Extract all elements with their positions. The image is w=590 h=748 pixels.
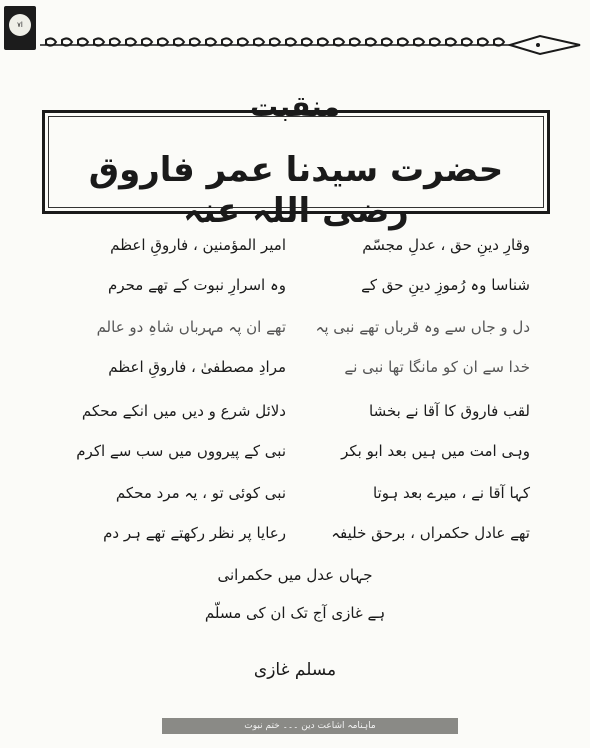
- verse-line: مرادِ مصطفیٰ ، فاروقِ اعظم: [108, 358, 286, 376]
- verse-line: وہ اسرارِ نبوت کے تھے محرم: [108, 276, 286, 294]
- page-number: ا۷: [9, 14, 31, 36]
- verse-line: دل و جاں سے وہ قرباں تھے نبی پہ: [315, 318, 530, 336]
- verse-line: نبی کوئی تو ، یہ مرد محکم: [115, 484, 286, 502]
- closing-verse: ہے غازی آج تک ان کی مسلّم: [204, 604, 386, 622]
- verse-line: تھے ان پہ مہرباں شاہِ دو عالم: [96, 318, 286, 336]
- closing-verse: جہاں عدل میں حکمرانی: [217, 566, 373, 584]
- decorative-border-icon: [40, 34, 582, 56]
- verse-line: رعایا پر نظر رکھتے تھے ہر دم: [103, 524, 286, 542]
- verse-line: لقب فاروق کا آقا نے بخشا: [369, 402, 530, 420]
- verse-line: وہی امت میں ہیں بعد ابو بکر: [341, 442, 530, 460]
- poem-subtitle: حضرت سیدنا عمر فاروق رضی اللہ عنہ: [88, 150, 504, 231]
- footer-text: ماہنامہ اشاعت دین ۔۔۔ ختم نبوت: [244, 721, 376, 731]
- verse-line: دلائل شرع و دیں میں انکے محکم: [81, 402, 286, 420]
- page-number-badge: [4, 6, 36, 50]
- poem-genre-title: منقبت: [250, 90, 340, 123]
- verse-line: شناسا وہ رُموزِ دینِ حق کے: [361, 276, 530, 294]
- verse-line: امیر المؤمنین ، فاروقِ اعظم: [110, 236, 286, 254]
- verse-line: وقارِ دینِ حق ، عدلِ مجسّم: [362, 236, 530, 254]
- poet-name: مسلم غازی: [253, 660, 337, 680]
- verse-line: کہا آقا نے ، میرے بعد ہوتا: [372, 484, 530, 502]
- verse-line: نبی کے پیرووں میں سب سے اکرم: [76, 442, 286, 460]
- verse-line: تھے عادل حکمراں ، برحق خلیفہ: [331, 524, 530, 542]
- verse-line: خدا سے ان کو مانگا تھا نبی نے: [344, 358, 530, 376]
